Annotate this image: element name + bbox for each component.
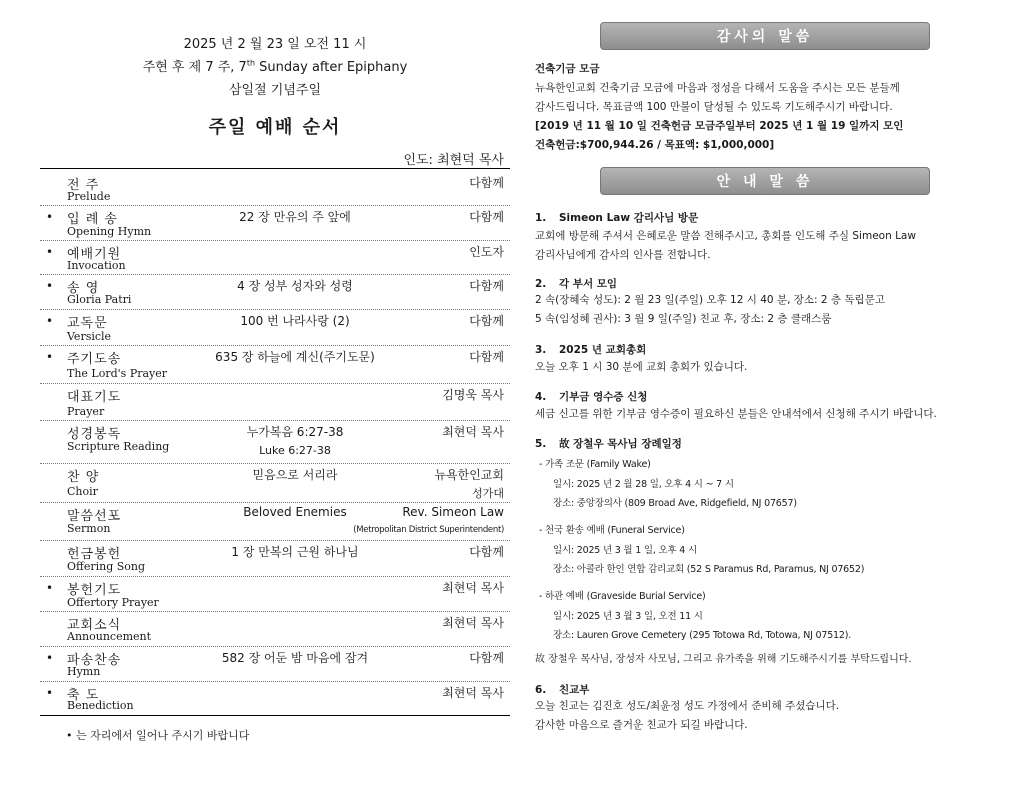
- order-item-ko: 봉헌기도: [67, 583, 122, 598]
- order-row-announcement: [40, 612, 510, 647]
- order-item-detail: 100 번 나라사랑 (2): [240, 314, 350, 328]
- order-row-prayer: [40, 384, 510, 421]
- order-item-ko: 성경봉독: [67, 427, 122, 442]
- building-fund-text: 뉴욕한인교회 건축기금 모금에 마음과 정성을 다해서 도움을 주시는 모든 분들께: [535, 82, 900, 94]
- standing-marker: •: [46, 245, 54, 259]
- order-item-ko: 예배기원: [67, 247, 122, 262]
- order-item-leader: 김명욱 목사: [442, 388, 504, 402]
- order-row-opening-hymn: [40, 206, 510, 241]
- notices-column: [535, 0, 1000, 791]
- notice-heading: 1. Simeon Law 감리사님 방문: [535, 212, 699, 224]
- order-row-invocation: [40, 241, 510, 275]
- notice-text: 故 장철우 목사님, 장성자 사모님, 그리고 유가족을 위해 기도해주시기를 부탁드립니다.: [535, 654, 912, 665]
- order-row-benediction: [40, 682, 510, 714]
- service-datetime: 2025 년 2 월 23 일 오전 11 시: [183, 37, 367, 52]
- order-item-leader: 다함께: [469, 210, 504, 224]
- notice-heading: 4. 기부금 영수증 신청: [535, 391, 648, 403]
- notice-text: 세금 신고를 위한 기부금 영수증이 필요하신 분들은 안내석에서 신청해 주시기 바랍니다.: [535, 408, 937, 420]
- order-item-detail: 4 장 성부 성자와 성령: [237, 279, 353, 293]
- order-item-en: Scripture Reading: [67, 440, 170, 453]
- order-item-ko: 파송찬송: [67, 653, 122, 668]
- order-row-scripture: [40, 421, 510, 464]
- order-item-ko: 교회소식: [67, 618, 122, 633]
- order-item-en: Sermon: [67, 522, 111, 535]
- funeral-item-title: - 천국 환송 예배 (Funeral Service): [539, 525, 685, 536]
- order-item-en: Opening Hymn: [67, 225, 152, 238]
- order-item-ko: 대표기도: [67, 390, 122, 405]
- order-item-en: Benediction: [67, 699, 134, 712]
- order-item-en: Invocation: [67, 259, 126, 272]
- funeral-item-text: 장소: 아콜라 한인 연합 감리교회 (52 S Paramus Rd, Paramus, NJ 07652): [553, 564, 865, 575]
- order-item-en: The Lord's Prayer: [67, 367, 168, 380]
- order-item-ko: 말씀선포: [67, 509, 122, 524]
- service-leader: 인도: 최현덕 목사: [403, 153, 504, 168]
- order-item-detail: 1 장 만복의 근원 하나님: [231, 545, 359, 559]
- order-item-en: Gloria Patri: [67, 293, 132, 306]
- order-row-hymn: [40, 647, 510, 682]
- notice-text: 감리사님에게 감사의 인사를 전합니다.: [535, 249, 711, 261]
- order-item-en: Hymn: [67, 665, 101, 678]
- order-item-leader: 최현덕 목사: [442, 581, 504, 595]
- order-item-en: Choir: [67, 485, 98, 498]
- order-item-ko: 헌금봉헌: [67, 547, 122, 562]
- notice-text: 감사한 마음으로 즐거운 친교가 되길 바랍니다.: [535, 719, 748, 731]
- order-item-leader: 최현덕 목사: [442, 425, 504, 439]
- order-item-detail-en: Luke 6:27-38: [259, 444, 331, 457]
- notice-text: 교회에 방문해 주셔서 은혜로운 말씀 전해주시고, 총회를 인도해 주실 Simeon Law: [535, 230, 916, 242]
- order-item-detail: 22 장 만유의 주 앞에: [239, 210, 351, 224]
- order-item-leader: 다함께: [469, 279, 504, 293]
- standing-marker: •: [46, 651, 54, 665]
- order-row-versicle: [40, 310, 510, 346]
- notice-heading: 3. 2025 년 교회총회: [535, 344, 647, 356]
- order-item-ko: 주기도송: [67, 352, 122, 367]
- building-fund-total: [2019 년 11 월 10 일 건축헌금 모금주일부터 2025 년 1 월 19 일까지 모인: [535, 120, 904, 132]
- notice-heading: 5. 故 장철우 목사님 장례일정: [535, 438, 682, 450]
- order-item-detail: Beloved Enemies: [243, 505, 347, 519]
- standing-marker: •: [46, 686, 54, 700]
- funeral-item-text: 일시: 2025 년 2 월 28 일, 오후 4 시 ~ 7 시: [553, 479, 734, 490]
- page-title: 주일 예배 순서: [208, 117, 342, 138]
- order-item-leader: 다함께: [469, 314, 504, 328]
- order-row-gloria-patri: [40, 275, 510, 310]
- notices-banner: 안 내 말 씀: [600, 167, 930, 195]
- order-item-leader: 뉴욕한인교회: [434, 468, 504, 482]
- notice-heading: 6. 친교부: [535, 684, 590, 696]
- order-item-leader-line2: 성가대: [472, 487, 504, 500]
- order-item-detail: 635 장 하늘에 계신(주기도문): [215, 350, 375, 364]
- order-item-ko: 교독문: [67, 316, 108, 331]
- order-item-en: Prelude: [67, 190, 111, 203]
- worship-order-column: [40, 0, 510, 791]
- standing-marker: •: [46, 314, 54, 328]
- standing-marker: •: [46, 279, 54, 293]
- order-item-leader: Rev. Simeon Law: [402, 505, 504, 519]
- order-item-leader: 다함께: [469, 350, 504, 364]
- order-row-sermon: [40, 503, 510, 541]
- order-item-ko: 찬 양: [67, 470, 100, 485]
- order-item-ko: 입 례 송: [67, 212, 118, 227]
- thanks-banner: 감사의 말씀: [600, 22, 930, 50]
- funeral-item-title: - 하관 예배 (Graveside Burial Service): [539, 591, 706, 602]
- order-item-leader: 다함께: [469, 545, 504, 559]
- funeral-item-title: - 가족 조문 (Family Wake): [539, 459, 651, 470]
- order-item-detail: 믿음으로 서리라: [252, 468, 338, 482]
- order-item-ko: 축 도: [67, 688, 100, 703]
- order-item-en: Versicle: [67, 330, 112, 343]
- order-row-prelude: [40, 172, 510, 206]
- notice-text: 2 속(장혜숙 성도): 2 월 23 일(주일) 오후 12 시 40 분, 장소: 2 층 독립문고: [535, 294, 885, 306]
- order-item-detail: 누가복음 6:27-38: [246, 425, 344, 439]
- notice-heading: 2. 각 부서 모임: [535, 278, 618, 290]
- order-item-leader-note: (Metropolitan District Superintendent): [353, 525, 504, 535]
- order-item-leader: 최현덕 목사: [442, 616, 504, 630]
- notice-text: 5 속(임성혜 권사): 3 월 9 일(주일) 친교 후, 장소: 2 층 클래스룸: [535, 313, 832, 325]
- notice-text: 오늘 오후 1 시 30 분에 교회 총회가 있습니다.: [535, 361, 748, 373]
- order-item-leader: 최현덕 목사: [442, 686, 504, 700]
- divider-bottom: [40, 715, 510, 716]
- funeral-item-text: 일시: 2025 년 3 월 3 일, 오전 11 시: [553, 611, 703, 622]
- building-fund-text: 감사드립니다. 목표금액 100 만불이 달성될 수 있도록 기도해주시기 바랍니다.: [535, 101, 893, 113]
- order-item-ko: 송 영: [67, 281, 100, 296]
- funeral-item-text: 장소: 중앙장의사 (809 Broad Ave, Ridgefield, NJ 07657): [553, 498, 797, 509]
- standing-footnote: • 는 자리에서 일어나 주시기 바랍니다: [66, 729, 250, 742]
- liturgical-week: 주현 후 제 7 주, 7th Sunday after Epiphany: [142, 58, 408, 75]
- order-row-offering-song: [40, 541, 510, 577]
- order-row-offertory-prayer: [40, 577, 510, 612]
- order-row-choir: [40, 464, 510, 503]
- order-item-en: Offertory Prayer: [67, 596, 159, 609]
- order-item-ko: 전 주: [67, 178, 100, 193]
- building-fund-total: 건축헌금:$700,944.26 / 목표액: $1,000,000]: [535, 139, 775, 151]
- notice-text: 오늘 친교는 김진호 성도/최윤정 성도 가정에서 준비해 주셨습니다.: [535, 700, 840, 712]
- order-item-en: Prayer: [67, 405, 105, 418]
- divider-top: [40, 168, 510, 169]
- order-item-leader: 다함께: [469, 651, 504, 665]
- order-item-leader: 인도자: [469, 245, 504, 259]
- order-item-leader: 다함께: [469, 176, 504, 190]
- standing-marker: •: [46, 210, 54, 224]
- funeral-item-text: 장소: Lauren Grove Cemetery (295 Totowa Rd, Totowa, NJ 07512).: [553, 630, 852, 641]
- order-row-lords-prayer: [40, 346, 510, 384]
- order-item-detail: 582 장 어둔 밤 마음에 잠겨: [221, 651, 369, 665]
- building-fund-heading: 건축기금 모금: [535, 63, 600, 75]
- standing-marker: •: [46, 350, 54, 364]
- order-item-en: Offering Song: [67, 560, 146, 573]
- standing-marker: •: [46, 581, 54, 595]
- order-item-en: Announcement: [67, 630, 152, 643]
- commemoration: 삼일절 기념주일: [228, 83, 322, 98]
- funeral-item-text: 일시: 2025 년 3 월 1 일, 오후 4 시: [553, 545, 697, 556]
